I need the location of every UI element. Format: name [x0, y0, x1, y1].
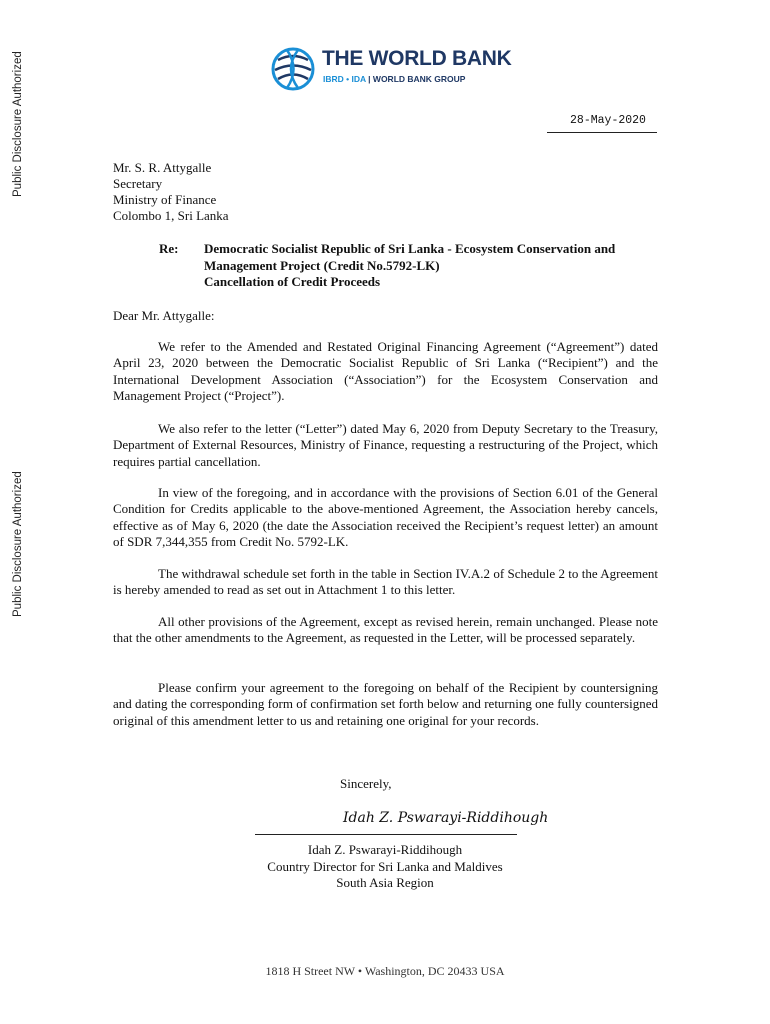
closing: Sincerely, [340, 776, 392, 791]
recipient-org: Ministry of Finance [113, 192, 217, 207]
signature-line [255, 834, 517, 835]
re-line-2: Management Project (Credit No.5792-LK) [204, 257, 440, 273]
globe-icon [270, 46, 316, 92]
recipient-city: Colombo 1, Sri Lanka [113, 208, 229, 223]
logo-ida: IDA [351, 74, 366, 84]
re-line-1: Democratic Socialist Republic of Sri Lanka - Ecosystem Conservation and [204, 241, 616, 256]
disclosure-label-top: Public Disclosure Authorized [12, 51, 24, 197]
world-bank-logo [270, 42, 510, 98]
body-paragraph-4: The withdrawal schedule set forth in the table in Section IV.A.2 of Schedule 2 to the Agreement is hereby amended to read as set out in Attachment 1 to this letter. [113, 566, 658, 598]
recipient-title: Secretary [113, 176, 163, 191]
logo-bar: | [365, 74, 373, 84]
logo-separator: • [343, 74, 352, 84]
handwritten-signature: Idah Z. Pswarayi-Riddihough [343, 810, 549, 826]
recipient-address [113, 160, 229, 224]
signatory-block [225, 842, 545, 892]
letter-date [547, 114, 657, 133]
body-paragraph-6: Please confirm your agreement to the foregoing on behalf of the Recipient by countersigning and dating the corresponding form of confirmation set forth below and returning one fully countersigned original of this amendment letter to us and retaining one original for your records. [113, 680, 658, 728]
disclosure-label-bottom: Public Disclosure Authorized [12, 471, 24, 617]
logo-group: WORLD BANK GROUP [372, 74, 466, 84]
re-label: Re: [159, 241, 179, 256]
re-line-3: Cancellation of Credit Proceeds [204, 274, 381, 289]
salutation: Dear Mr. Attygalle: [113, 308, 215, 323]
body-paragraph-2: We also refer to the letter (“Letter”) dated May 6, 2020 from Deputy Secretary to the Treasury, Department of External Resources, Ministry of Finance, requesting a restructuring of the Project, which requires partial cancellation. [113, 421, 658, 469]
re-subject [204, 241, 659, 291]
logo-subtitle [323, 74, 465, 84]
body-paragraph-3: In view of the foregoing, and in accordance with the provisions of Section 6.01 of the General Condition for Credits applicable to the above-mentioned Agreement, the Association hereby cancels, effective as of May 6, 2020 (the date the Association received the Recipient’s request letter) an amount of SDR 7,344,355 from Credit No. 5792-LK. [113, 485, 658, 549]
footer-address: 1818 H Street NW • Washington, DC 20433 USA [265, 964, 505, 978]
logo-ibrd: IBRD [323, 74, 344, 84]
body-paragraph-5: All other provisions of the Agreement, except as revised herein, remain unchanged. Please note that the other amendments to the Agreement, as requested in the Letter, will be processed separately. [113, 614, 658, 646]
logo-title: THE WORLD BANK [322, 47, 512, 70]
date-underline [547, 132, 657, 133]
recipient-name: Mr. S. R. Attygalle [113, 160, 212, 175]
date-text: 28-May-2020 [570, 114, 646, 127]
signatory-title: Country Director for Sri Lanka and Maldives [267, 858, 503, 874]
signatory-name: Idah Z. Pswarayi-Riddihough [307, 842, 463, 857]
signatory-region: South Asia Region [336, 875, 434, 890]
body-paragraph-1: We refer to the Amended and Restated Original Financing Agreement (“Agreement”) dated April 23, 2020 between the Democratic Socialist Republic of Sri Lanka (“Recipient”) and the International Development Association (“Association”) for the Ecosystem Conservation and Management Project (“Project”). [113, 339, 658, 403]
